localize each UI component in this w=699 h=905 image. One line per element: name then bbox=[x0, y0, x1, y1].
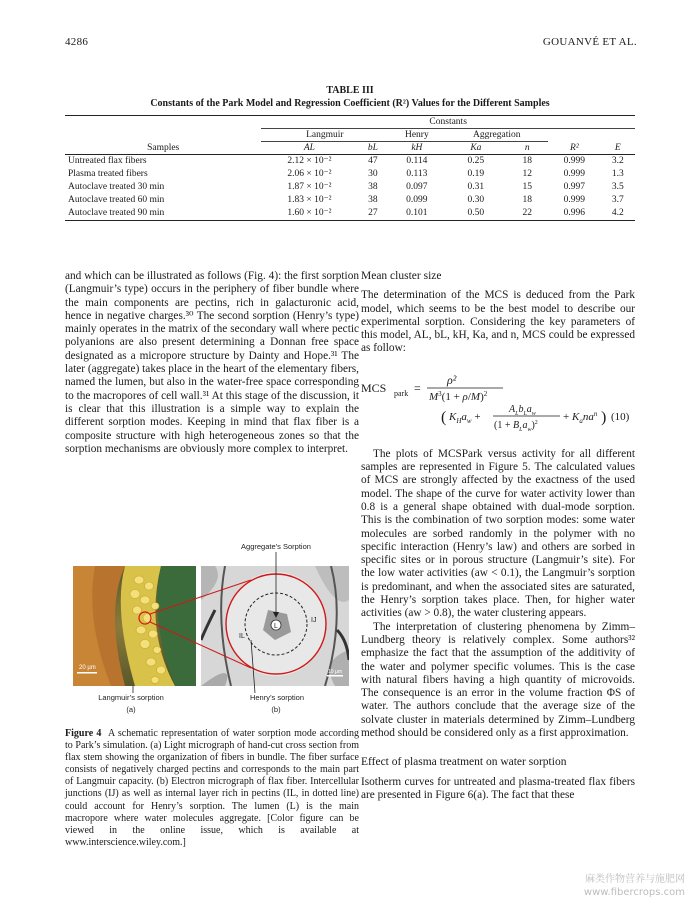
svg-text:ρ²: ρ² bbox=[447, 372, 457, 387]
body-paragraph: The determination of the MCS is deduced from the Park model, which seems to be the best model to describe our experimental sorption. Considering the key parameters of this model, AL, bL, kH, Ka, and n, MCS could be expressed as follow: bbox=[361, 289, 635, 355]
table-row: Autoclave treated 90 min 1.60 × 10⁻² 27 0.101 0.50 22 0.996 4.2 bbox=[65, 207, 635, 221]
scale-bar-a: 20 µm bbox=[79, 665, 96, 671]
table-iii bbox=[65, 84, 635, 221]
henry-sorption-label: Henry’s sorption bbox=[249, 693, 305, 702]
col-kh: kH bbox=[411, 143, 423, 153]
panel-b-label: (b) bbox=[271, 705, 281, 714]
park-constants-table bbox=[65, 115, 635, 221]
col-ka: Ka bbox=[470, 143, 482, 153]
group-langmuir: Langmuir bbox=[261, 129, 388, 142]
col-samples: Samples bbox=[147, 142, 180, 153]
body-paragraph: and which can be illustrated as follows (Fig. 4): the first sorption (Langmuir’s type) occurs in the periphery of fiber bundle where the main components are pectins, rich in galacturonic acid, hence in negative charges.³⁰ The second sorption (Henry’s type) mainly operates in the matrix of the secondary wall where pectic polyanions are also present determining a Donnan free space designated as a micropore structure by Dainty and Hope.³¹ The later (aggregate) takes place in the heart of the elementary fibers, named the lumen, but also in the water-free space corresponding to the macropores of cell wall.³¹ At this stage of the discussion, it is clear that this illustration is a simple way to explain the different sorption modes. Keeping in mind that flax fiber is a composite structure with high heterogeneous zones so that the sorption mechanisms are obviously more complex to interpret. bbox=[65, 270, 359, 455]
aggregate-sorption-label: Aggregate’s Sorption bbox=[241, 542, 311, 551]
svg-text:M3(1 + ρ/M)2: $M^3(1 + \rho/M)^2$ bbox=[429, 389, 488, 403]
figure-4-graphic bbox=[65, 540, 359, 715]
internal-layer-label: IL bbox=[239, 633, 245, 640]
table-row: Plasma treated fibers 2.06 × 10⁻² 30 0.113 0.19 12 0.999 1.3 bbox=[68, 169, 624, 179]
body-paragraph: The plots of MCSPark versus activity for all different samples are represented in Figure 5. The calculated values of MCS are strongly affected by the exactness of the used model. The shape of the curve for water activity lower than 0.8 is a general shape obtained with dual-mode sorption. This is the combination of two sorption modes: some water molecules are sorbed randomly in the polymer with no specific interaction (Henry’s law) and others are sorbed in specific sites or in porous structure (Langmuir’s site). For the low water activities (aw < 0.1), the Langmuir’s sorption is predominant, and when the associated sites are saturated, the Henry’s sorption takes place. Then, for higher water activities (aw > 0.8), the water clustering appears. bbox=[361, 447, 635, 620]
col-al: AL bbox=[303, 143, 315, 153]
body-paragraph: The interpretation of clustering phenomena by Zimm–Lundberg theory is relatively complex. Some authors³² emphasize the fact that the assumption of the additivity of the water and polymer specific volumes. This is the case with natural fibers having a high quantity of microvoids. The consequence is an error in the volume fraction ΦS of water. The authors conclude that the average size of the solvate cluster in materials determined by Zimm–Lundberg method should be considered only as a first approximation. bbox=[361, 620, 635, 740]
lumen-label: L bbox=[274, 623, 278, 630]
svg-text:KHaw +: $K_Ha_w$ + bbox=[449, 410, 481, 425]
equation-number: (10) bbox=[611, 410, 630, 423]
col-n: n bbox=[524, 143, 530, 153]
junction-label: IJ bbox=[311, 617, 317, 624]
table-row: Autoclave treated 30 min 1.87 × 10⁻² 38 0.097 0.31 15 0.997 3.5 bbox=[68, 182, 624, 192]
eq-lhs-sub: park bbox=[394, 388, 409, 398]
right-column bbox=[361, 270, 635, 802]
col-bl: bL bbox=[367, 143, 378, 153]
group-aggregation: Aggregation bbox=[445, 129, 548, 142]
svg-text:=: = bbox=[414, 380, 421, 395]
figure-caption-label: Figure 4 bbox=[65, 728, 102, 739]
group-henry: Henry bbox=[388, 129, 445, 142]
group-constants: Constants bbox=[261, 116, 635, 129]
svg-text:ALbLaw: $A_Lb_La_w$ bbox=[509, 403, 536, 417]
col-e: E bbox=[614, 142, 621, 153]
eq-lhs: MCS bbox=[361, 380, 387, 395]
scale-bar-b: 10 µm bbox=[328, 669, 342, 675]
table-subtitle: Constants of the Park Model and Regression Coefficient (R²) Values for the Different Samples bbox=[150, 98, 550, 109]
section-heading: Mean cluster size bbox=[361, 270, 442, 282]
table-row: Untreated flax fibers 2.12 × 10⁻² 47 0.114 0.25 18 0.999 3.2 bbox=[68, 156, 624, 166]
table-row: Autoclave treated 60 min 1.83 × 10⁻² 38 0.099 0.30 18 0.999 3.7 bbox=[68, 195, 624, 205]
equation-10 bbox=[361, 370, 635, 436]
section-heading: Effect of plasma treatment on water sorption bbox=[361, 756, 567, 769]
equation-graphic bbox=[361, 370, 635, 436]
col-r2: R² bbox=[570, 142, 579, 153]
running-title: GOUANVÉ ET AL. bbox=[542, 36, 637, 48]
svg-text:(1 + BLaw)2: $(1 + B_La_w)^2$ bbox=[494, 419, 538, 433]
figure-4 bbox=[65, 540, 359, 715]
svg-text:): ) bbox=[601, 408, 607, 426]
svg-text:(: ( bbox=[441, 408, 447, 426]
langmuir-sorption-label: Langmuir’s sorption bbox=[98, 693, 164, 702]
body-paragraph: Isotherm curves for untreated and plasma-treated flax fibers are presented in Figure 6(a). The fact that these bbox=[361, 775, 635, 801]
page-number: 4286 bbox=[65, 36, 89, 48]
svg-text:+ Kanan: + $K_ana^n$ bbox=[563, 409, 598, 425]
figure-caption-text: A schematic representation of water sorption mode according to Park’s simulation. (a) Light micrograph of hand-cut cross section from flax stem showing the organization of fibers in bundle. The fiber surface consists of negatively charged pectins and corresponds to the main part of Langmuir capacity. (b) Electron micrograph of flax fiber. Intercellular junctions (IJ) as well as internal layer rich in pectins (IL, in dotted line) could account for Henry’s sorption. The lumen (L) is the main macropore where water molecules aggregate. [Color figure can be viewed in the online issue, which is available at www.interscience.wiley.com.] bbox=[65, 728, 360, 848]
panel-a-label: (a) bbox=[126, 705, 136, 714]
left-column bbox=[65, 270, 359, 456]
table-title: TABLE III bbox=[326, 85, 374, 96]
watermark: 麻类作物营养与施肥网 www.fibercrops.com bbox=[583, 874, 685, 898]
figure-caption bbox=[65, 728, 359, 849]
